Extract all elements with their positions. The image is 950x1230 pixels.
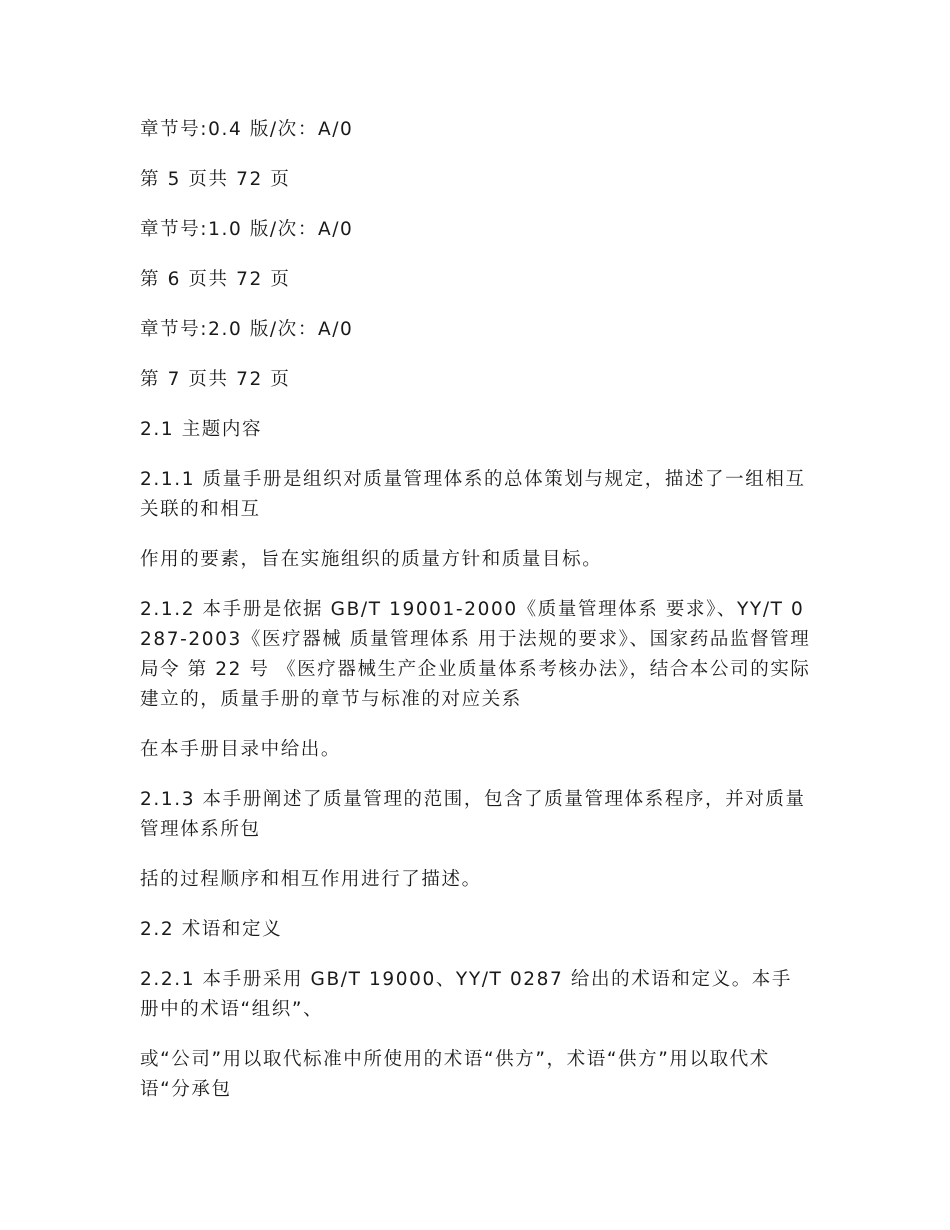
chapter-header-1-0: 章节号:1.0 版/次：A/0 — [140, 219, 354, 240]
page-number-5: 第 5 页共 72 页 — [140, 169, 291, 190]
paragraph-2-1-2: 2.1.2 本手册是依据 GB/T 19001-2000《质量管理体系 要求》、YY/T 0287-2003《医疗器械 质量管理体系 用于法规的要求》、国家药品监督管理局令 第 22 号 《医疗器械生产企业质量体系考核办法》，结合本公司的实际建立的，质量手册的章节与标准的对应关系 — [140, 599, 811, 710]
paragraph-2-1-1: 2.1.1 质量手册是组织对质量管理体系的总体策划与规定，描述了一组相互关联的和相互 — [140, 469, 806, 520]
page-number-7: 第 7 页共 72 页 — [140, 369, 291, 390]
chapter-header-0-4: 章节号:0.4 版/次：A/0 — [140, 119, 354, 140]
section-heading-2-2: 2.2 术语和定义 — [140, 919, 283, 940]
paragraph-2-2-1-continued: 或“公司”用以取代标准中所使用的术语“供方”，术语“供方”用以取代术语“分承包 — [140, 1049, 770, 1100]
paragraph-2-1-2-continued: 在本手册目录中给出。 — [140, 739, 342, 760]
chapter-header-2-0: 章节号:2.0 版/次：A/0 — [140, 319, 354, 340]
paragraph-2-1-1-continued: 作用的要素，旨在实施组织的质量方针和质量目标。 — [140, 549, 603, 570]
page-number-6: 第 6 页共 72 页 — [140, 269, 291, 290]
paragraph-2-1-3: 2.1.3 本手册阐述了质量管理的范围，包含了质量管理体系程序，并对质量管理体系所包 — [140, 789, 806, 840]
paragraph-2-2-1: 2.2.1 本手册采用 GB/T 19000、YY/T 0287 给出的术语和定义。本手册中的术语“组织”、 — [140, 969, 793, 1020]
section-heading-2-1: 2.1 主题内容 — [140, 419, 263, 440]
document-page — [140, 115, 812, 1125]
paragraph-2-1-3-continued: 括的过程顺序和相互作用进行了描述。 — [140, 869, 482, 890]
